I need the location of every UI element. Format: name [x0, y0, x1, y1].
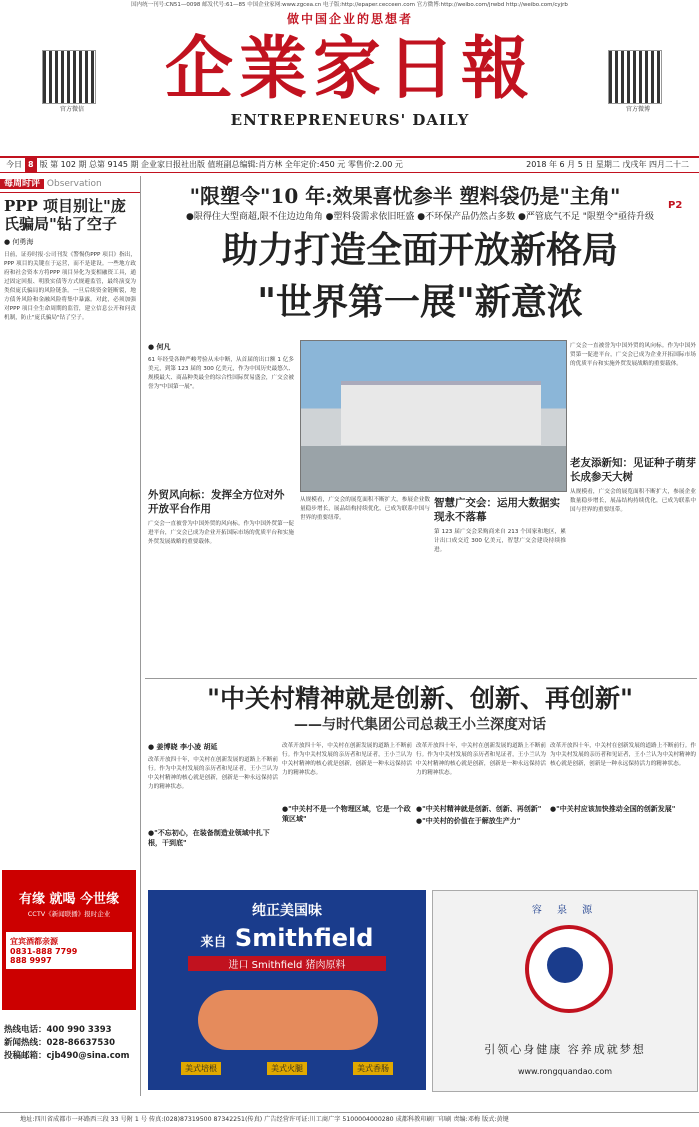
- zgc-body4: 改革开放四十年，中关村在创新发展的道路上不断前行。作为中关村发展的亲历者和见证者，王小兰认为中关村精神的核心就是创新，创新是一种永远保持活力的精神状态。: [550, 743, 696, 767]
- sidebar-title[interactable]: PPP 项目别让"庞氏骗局"钻了空子: [4, 197, 126, 233]
- zgc-col-1: [148, 742, 278, 848]
- canton-col-2: [300, 496, 430, 666]
- canton-body1: 广交会一直被誉为中国外贸的风向标。作为中国外贸第一促进平台，广交会已成为企业开拓国际市场的优质平台和实施外贸发展战略的重要载体。: [148, 521, 294, 545]
- masthead-title: 企業家日報: [164, 29, 535, 109]
- canton-sub1: 外贸风向标：发挥全方位对外开放平台作用: [148, 489, 285, 515]
- masthead-motto: 做中国企业的思想者: [286, 12, 413, 26]
- building-shape: [341, 381, 541, 445]
- sidebar-author-name: 何勇海: [12, 238, 34, 246]
- canton-body-right: 广交会一直被誉为中国外贸的风向标。作为中国外贸第一促进平台，广交会已成为企业开拓国际市场的优质平台和实施外贸发展战略的重要载体。: [570, 343, 696, 367]
- canton-fair-photo: [300, 340, 567, 492]
- canton-body-right2: 从规模看，广交会的展览面积不断扩大，参展企业数量稳步增长，展品结构持续优化，已成为联系中国与世界的重要纽带。: [570, 489, 696, 513]
- hotline: 热线电话：400 990 3393: [4, 1025, 112, 1035]
- section-divider: [145, 678, 697, 679]
- zgc-body2: 改革开放四十年，中关村在创新发展的道路上不断前行。作为中关村发展的亲历者和见证者，王小兰认为中关村精神的核心就是创新，创新是一种永远保持活力的精神状态。: [282, 743, 412, 776]
- qr-right-caption: 官方微博: [625, 106, 650, 113]
- jump-page-label: P2: [668, 200, 683, 211]
- zgc-col-2: [282, 742, 412, 824]
- sidebar-author: ● 何勇海: [4, 238, 34, 246]
- product-ham: 美式火腿: [267, 1062, 307, 1075]
- zgc-q4: ●"中关村的价值在于解放生产力": [416, 817, 521, 825]
- canton-fair-headline-1: 助力打造全面开放新格局: [221, 229, 618, 271]
- zgc-subhead: ——与时代集团公司总裁王小兰深度对话: [294, 717, 546, 733]
- masthead-english: ENTREPRENEURS' DAILY: [230, 111, 470, 129]
- smithfield-brand-line: [148, 924, 426, 952]
- column-label-en: Observation: [46, 179, 102, 189]
- zgc-authors-name: 姜博晓 李小凌 胡延: [156, 743, 218, 751]
- plastic-ban-headline[interactable]: "限塑令"10 年:效果喜忧参半 塑料袋仍是"主角": [189, 184, 621, 208]
- rongquan-logo-icon: [525, 925, 613, 1013]
- rongquan-ad[interactable]: [432, 890, 698, 1092]
- liquor-ad-phone2: 888 9997: [10, 956, 52, 965]
- today-label: 今日: [6, 160, 22, 169]
- column-label-cn: 每周时评: [0, 179, 44, 189]
- product-bacon: 美式培根: [181, 1062, 221, 1075]
- jump-page[interactable]: [668, 200, 682, 211]
- zgc-authors: ● 姜博晓 李小凌 胡延: [148, 743, 218, 751]
- page-count: 8: [25, 158, 37, 172]
- canton-col-1: [148, 342, 294, 660]
- canton-author-name: 何凡: [156, 343, 171, 351]
- canton-author: ● 何凡: [148, 343, 171, 351]
- footer: [0, 1112, 699, 1127]
- issue-info-bar: [0, 156, 699, 173]
- liquor-ad-phone1: 0831-888 7799: [10, 947, 78, 956]
- canton-fair-headline[interactable]: [145, 224, 695, 344]
- footer-text: 地址:四川省成都市一环路西三段 33 号附 1 号 传真:(028)87319500 87342251(传真) 广告经营许可证:川工商广字 5100004000280 成都科教印刷厂印刷 责编:邓梅 版式:黄键: [20, 1116, 509, 1123]
- qr-code-icon: [42, 50, 96, 104]
- sidebar-body: 日前，证券时报·公司刊发《警惕伪PPP 项目》指出，PPP 项目的关键在于运营，而不是建设。一些地方政府和社会资本方将PPP 项目异化为变相融资工具，通过固定回报、明股实债等方式规避监管，最终演变为类似庞氏骗局的风险链条。一旦后续资金链断裂，地方债务风险和金融风险将集中暴露。对此，必须加强对PPP 项目全生命周期的监管，建立信息公开和问责机制，防止"庞氏骗局"钻了空子。: [4, 252, 136, 321]
- liquor-ad[interactable]: [2, 870, 136, 1010]
- smithfield-products: [158, 1062, 416, 1075]
- product-sausage: 美式香肠: [353, 1062, 393, 1075]
- canton-col-4: [570, 342, 696, 658]
- column-label: [0, 176, 140, 193]
- canton-lead: 61 年经受各种严峻考验从未中断，从首届的出口额 1 亿多美元，到第 123 届的 300 亿美元，作为中国历史最悠久、规模最大、商品种类最全的综合性国际贸易盛会，广交会被誉为"中国第一展"。: [148, 357, 294, 390]
- liquor-ad-shop: [6, 932, 132, 969]
- zgc-q1: ●"不忘初心，在装备制造业领域中扎下根，干到底": [148, 829, 270, 847]
- liquor-ad-shop-name: 宜宾酒都亲源: [10, 937, 58, 946]
- food-image: [198, 990, 378, 1050]
- qr-code-icon: [608, 50, 662, 104]
- canton-col-3: [434, 496, 566, 668]
- left-sidebar: [0, 176, 141, 1096]
- qr-right: [608, 50, 668, 113]
- zgc-q3: ●"中关村精神就是创新、创新、再创新": [416, 805, 542, 813]
- contact-block: [4, 1024, 136, 1063]
- zgc-col-4: [550, 742, 696, 814]
- smithfield-ad[interactable]: [148, 890, 426, 1090]
- plastic-ban-subline: ●限得住大型商超,限不住边边角角 ●塑料袋需求依旧旺盛 ●不环保产品仍然占多数 ●严管底气不足 "限塑令"亟待升级: [186, 212, 654, 222]
- zgc-body3: 改革开放四十年，中关村在创新发展的道路上不断前行。作为中关村发展的亲历者和见证者，王小兰认为中关村精神的核心就是创新，创新是一种永远保持活力的精神状态。: [416, 743, 546, 776]
- canton-body3: 第 123 届广交会采购商来自 213 个国家和地区，累计出口成交近 300 亿美元，智慧广交会建设持续推进。: [434, 529, 566, 553]
- smithfield-top: 纯正美国味: [252, 903, 322, 919]
- issue-date: 2018 年 6 月 5 日 星期二 戊戌年 四月二十二: [526, 160, 689, 169]
- zgc-q2: ●"中关村不是一个物理区域，它是一个政策区域": [282, 805, 411, 823]
- liquor-ad-tag: CCTV《新闻联播》报时企业: [27, 910, 111, 918]
- canton-sub2: 智慧广交会：运用大数据实现永不落幕: [434, 497, 560, 523]
- rongquan-url[interactable]: www.rongquandao.com: [517, 1067, 613, 1076]
- zgc-body1: 改革开放四十年，中关村在创新发展的道路上不断前行。作为中关村发展的亲历者和见证者，王小兰认为中关村精神的核心就是创新，创新是一种永远保持活力的精神状态。: [148, 757, 278, 790]
- zgc-headline[interactable]: "中关村精神就是创新、创新、再创新": [206, 684, 634, 713]
- logo-inner: [547, 947, 583, 983]
- canton-body2: 从规模看，广交会的展览面积不断扩大，参展企业数量稳步增长，展品结构持续优化，已成为联系中国与世界的重要纽带。: [300, 497, 430, 521]
- liquor-ad-brand: 有缘 就喝 今世缘: [18, 892, 120, 907]
- smithfield-brand: Smithfield: [234, 924, 374, 952]
- canton-fair-headline-2: "世界第一展"新意浓: [257, 281, 583, 323]
- publication-info-line: 国内统一刊号:CN51—0098 邮发代号:61—85 中国企业家网:www.zgcea.cn 电子版:http://epaper.cecceen.com 官方微博:http://weibo.com/jrwbd http://weibo.com/cyjrb: [131, 2, 568, 8]
- qr-left: [42, 50, 102, 113]
- smithfield-line: 进口 Smithfield 猪肉原料: [188, 956, 386, 971]
- canton-sub3: 老友添新知：见证种子萌芽长成参天大树: [570, 457, 696, 483]
- zgc-q5: ●"中关村应该加快推动全国的创新发展": [550, 805, 676, 813]
- submission-email[interactable]: 投稿邮箱：cjb490@sina.com: [4, 1051, 130, 1061]
- news-hotline: 新闻热线：028-86637530: [4, 1038, 116, 1048]
- issue-details: 版 第 102 期 总第 9145 期 企业家日报社出版 值班副总编辑:肖方林 全年定价:450 元 零售价:2.00 元: [39, 160, 403, 169]
- qr-left-caption: 官方微信: [59, 106, 84, 113]
- zgc-col-3: [416, 742, 546, 826]
- rongquan-slogan: 引领心身健康 容养成就梦想: [484, 1043, 646, 1056]
- smithfield-come: 来自: [200, 935, 227, 950]
- rongquan-name: 容 泉 源: [531, 905, 599, 916]
